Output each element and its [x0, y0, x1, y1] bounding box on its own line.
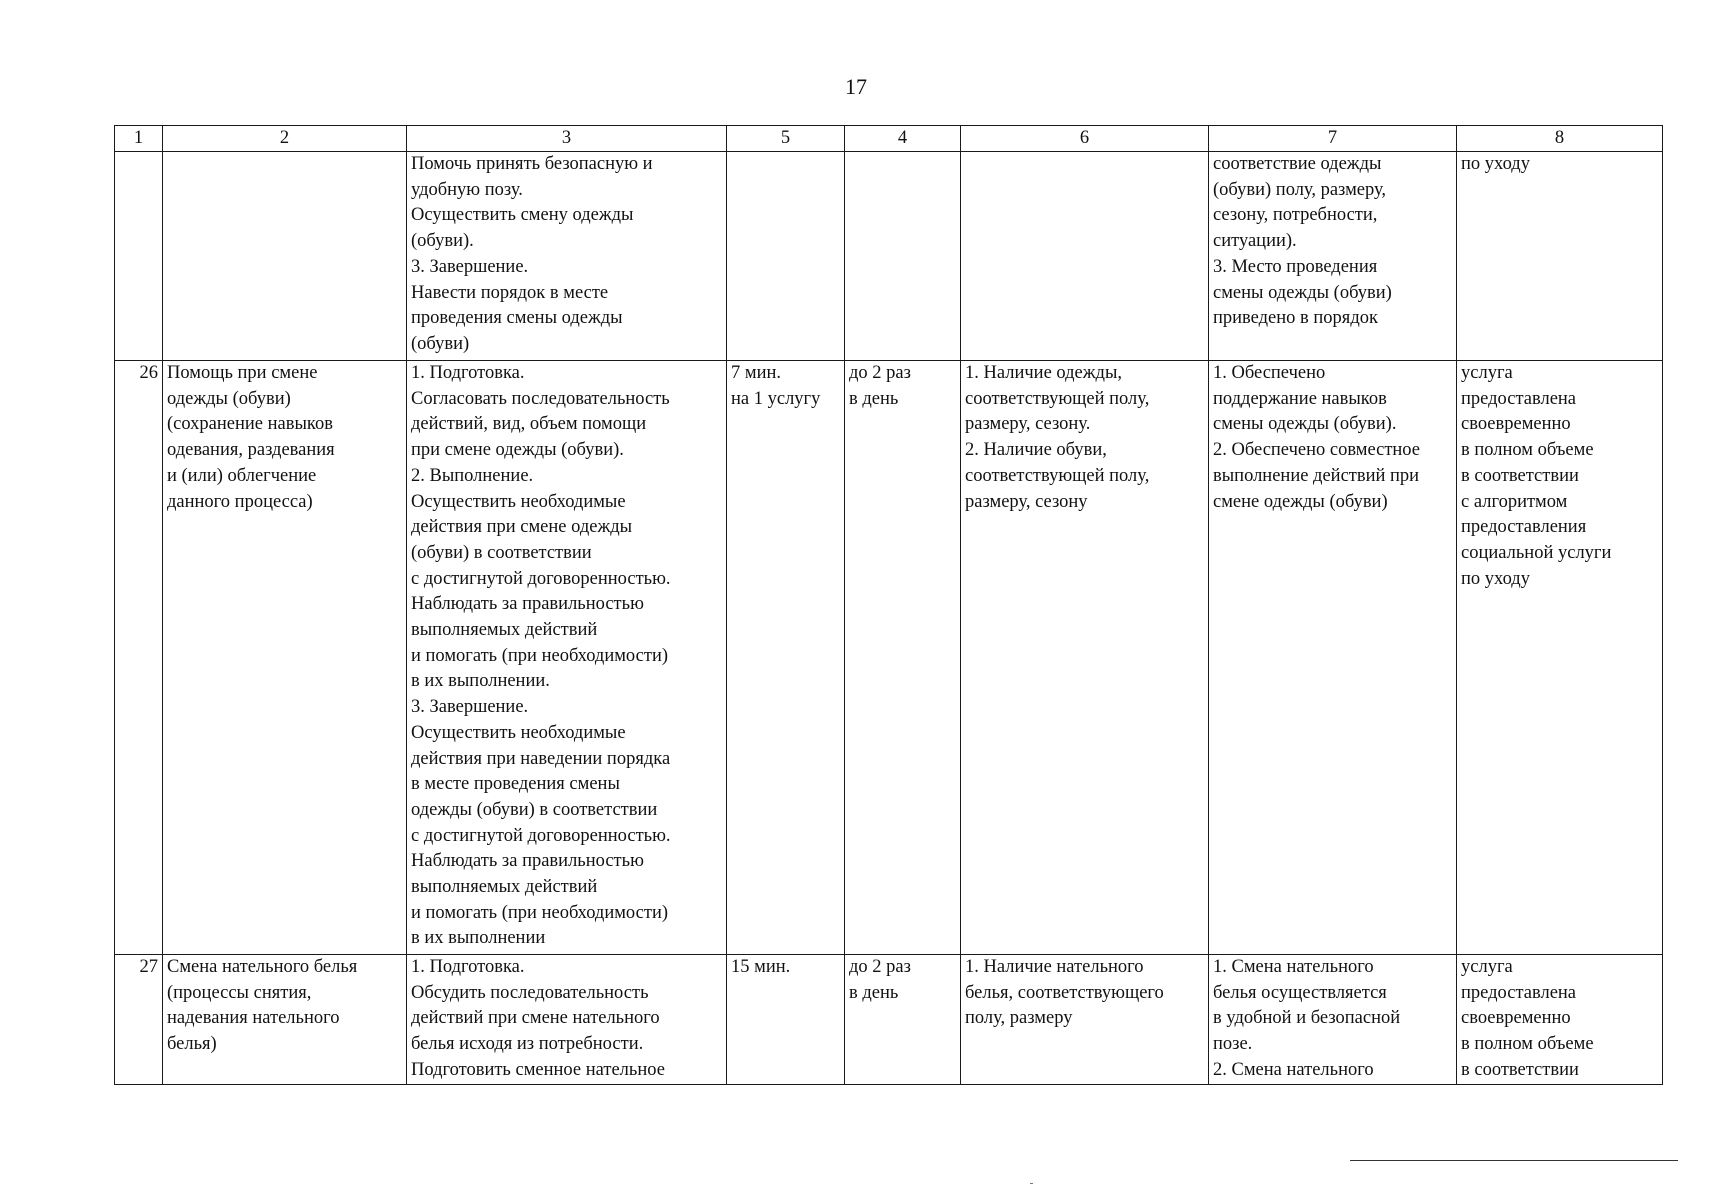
- cell-service-steps: [407, 955, 727, 1085]
- cell-text-line: 3. Завершение.: [411, 256, 529, 277]
- cell-conditions: [961, 152, 1209, 361]
- cell-text-line: и (или) облегчение: [167, 465, 317, 486]
- cell-row-number: [115, 152, 163, 361]
- cell-text-line: Осуществить необходимые: [411, 722, 626, 743]
- cell-text-line: действия при смене одежды: [411, 517, 633, 538]
- cell-results: [1209, 361, 1457, 955]
- cell-frequency: [845, 955, 961, 1085]
- cell-text-line: выполняемых действий: [411, 877, 598, 898]
- cell-text-line: выполнение действий при: [1213, 465, 1420, 486]
- cell-duration: [727, 361, 845, 955]
- scan-speck: [1030, 1183, 1033, 1184]
- cell-quality: [1457, 361, 1663, 955]
- cell-service-steps: [407, 152, 727, 361]
- cell-text-line: 2. Смена нательного: [1213, 1059, 1374, 1080]
- cell-text-line: в удобной и безопасной: [1213, 1008, 1401, 1029]
- cell-text-line: белья исходя из потребности.: [411, 1034, 644, 1055]
- cell-text-line: 2. Наличие обуви,: [965, 440, 1107, 461]
- cell-text-line: размеру, сезону.: [965, 414, 1091, 435]
- cell-text-line: смены одежды (обуви): [1213, 282, 1392, 303]
- cell-text-line: поддержание навыков: [1213, 388, 1387, 409]
- cell-text-line: предоставлена: [1461, 388, 1577, 409]
- cell-text-line: соответствующей полу,: [965, 388, 1150, 409]
- cell-duration: [727, 152, 845, 361]
- header-row: [115, 126, 1663, 152]
- cell-text-line: Подготовить сменное нательное: [411, 1059, 665, 1080]
- cell-text-line: белья осуществляется: [1213, 982, 1387, 1003]
- cell-text-line: действий при смене нательного: [411, 1008, 660, 1029]
- cell-text-line: одевания, раздевания: [167, 440, 335, 461]
- cell-text-line: позе.: [1213, 1034, 1253, 1055]
- table-row-continuation: [115, 152, 1663, 361]
- cell-text-line: с алгоритмом: [1461, 491, 1568, 512]
- cell-text-line: Осуществить необходимые: [411, 491, 626, 512]
- cell-text-line: данного процесса): [167, 491, 313, 512]
- cell-text-line: в месте проведения смены: [411, 774, 620, 795]
- cell-text-line: удобную позу.: [411, 179, 523, 200]
- cell-text-line: в день: [849, 982, 899, 1003]
- cell-text-line: приведено в порядок: [1213, 308, 1378, 329]
- cell-conditions: [961, 955, 1209, 1085]
- cell-text-line: 1. Подготовка.: [411, 363, 525, 383]
- cell-text-line: ситуации).: [1213, 231, 1297, 252]
- cell-text-line: социальной услуги: [1461, 542, 1612, 563]
- cell-text-line: (обуви) полу, размеру,: [1213, 179, 1387, 200]
- cell-text-line: своевременно: [1461, 414, 1571, 435]
- cell-text-line: Осуществить смену одежды: [411, 205, 634, 226]
- cell-text-line: 27: [139, 957, 158, 977]
- cell-text-line: (сохранение навыков: [167, 414, 333, 435]
- cell-text-line: 3. Место проведения: [1213, 256, 1378, 277]
- cell-conditions: [961, 361, 1209, 955]
- cell-text-line: 15 мин.: [731, 957, 791, 977]
- cell-text-line: и помогать (при необходимости): [411, 902, 669, 923]
- cell-text-line: 1. Наличие нательного: [965, 957, 1144, 977]
- cell-text-line: одежды (обуви): [167, 388, 291, 409]
- cell-text-line: (обуви): [411, 333, 470, 354]
- cell-text-line: размеру, сезону: [965, 491, 1088, 512]
- cell-text-line: одежды (обуви) в соответствии: [411, 799, 658, 820]
- cell-text-line: своевременно: [1461, 1008, 1571, 1029]
- cell-service-name: [163, 152, 407, 361]
- cell-text-line: действий, вид, объем помощи: [411, 414, 647, 435]
- cell-text-line: предоставления: [1461, 517, 1587, 538]
- cell-text-line: на 1 услугу: [731, 388, 821, 409]
- cell-text-line: с достигнутой договоренностью.: [411, 825, 671, 846]
- cell-text-line: в полном объеме: [1461, 440, 1594, 461]
- cell-service-name: [163, 955, 407, 1085]
- cell-text-line: 3. Завершение.: [411, 697, 529, 718]
- cell-text-line: белья): [167, 1034, 217, 1055]
- cell-text-line: полу, размеру: [965, 1008, 1073, 1029]
- cell-text-line: в их выполнении: [411, 928, 546, 949]
- cell-text-line: смены одежды (обуви).: [1213, 414, 1397, 435]
- cell-text-line: 1. Смена нательного: [1213, 957, 1374, 977]
- column-header: 6: [961, 126, 1209, 152]
- cell-text-line: выполняемых действий: [411, 620, 598, 641]
- cell-frequency: [845, 152, 961, 361]
- cell-text-line: 1. Обеспечено: [1213, 363, 1326, 383]
- cell-text-line: Помощь при смене: [167, 363, 318, 383]
- column-header: 5: [727, 126, 845, 152]
- cell-text-line: услуга: [1461, 957, 1513, 977]
- cell-text-line: Наблюдать за правильностью: [411, 594, 644, 615]
- cell-text-line: 1. Наличие одежды,: [965, 363, 1122, 383]
- table-row-27: [115, 955, 1663, 1085]
- cell-text-line: (обуви).: [411, 231, 474, 252]
- cell-text-line: при смене одежды (обуви).: [411, 440, 624, 461]
- cell-text-line: по уходу: [1461, 568, 1530, 589]
- cell-text-line: 1. Подготовка.: [411, 957, 525, 977]
- cell-text-line: Смена нательного белья: [167, 957, 358, 977]
- cell-text-line: Согласовать последовательность: [411, 388, 670, 409]
- cell-text-line: до 2 раз: [849, 363, 911, 383]
- cell-text-line: 2. Обеспечено совместное: [1213, 440, 1420, 461]
- cell-text-line: услуга: [1461, 363, 1513, 383]
- cell-results: [1209, 152, 1457, 361]
- cell-text-line: по уходу: [1461, 154, 1530, 174]
- cell-text-line: смене одежды (обуви): [1213, 491, 1388, 512]
- cell-duration: [727, 955, 845, 1085]
- cell-text-line: действия при наведении порядка: [411, 748, 671, 769]
- cell-text-line: 2. Выполнение.: [411, 465, 534, 486]
- cell-text-line: 26: [139, 363, 158, 383]
- cell-frequency: [845, 361, 961, 955]
- cell-text-line: в полном объеме: [1461, 1034, 1594, 1055]
- cell-text-line: в соответствии: [1461, 1059, 1579, 1080]
- services-table: [114, 125, 1663, 1085]
- cell-text-line: с достигнутой договоренностью.: [411, 568, 671, 589]
- column-header: 8: [1457, 126, 1663, 152]
- column-header: 2: [163, 126, 407, 152]
- cell-text-line: белья, соответствующего: [965, 982, 1164, 1003]
- cell-text-line: Помочь принять безопасную и: [411, 154, 653, 174]
- cell-text-line: и помогать (при необходимости): [411, 645, 669, 666]
- page-number: 17: [845, 74, 867, 99]
- cell-text-line: в соответствии: [1461, 465, 1579, 486]
- column-header: 1: [115, 126, 163, 152]
- cell-text-line: (обуви) в соответствии: [411, 542, 592, 563]
- cell-text-line: Навести порядок в месте: [411, 282, 609, 303]
- cell-service-steps: [407, 361, 727, 955]
- cell-text-line: соответствие одежды: [1213, 154, 1382, 174]
- column-header: 4: [845, 126, 961, 152]
- cell-text-line: проведения смены одежды: [411, 308, 623, 329]
- table-body: [115, 152, 1663, 1085]
- cell-text-line: соответствующей полу,: [965, 465, 1150, 486]
- cell-text-line: Наблюдать за правильностью: [411, 851, 644, 872]
- column-header: 7: [1209, 126, 1457, 152]
- table-row-26: [115, 361, 1663, 955]
- cell-text-line: Обсудить последовательность: [411, 982, 649, 1003]
- cell-results: [1209, 955, 1457, 1085]
- cell-text-line: надевания нательного: [167, 1008, 340, 1029]
- column-header: 3: [407, 126, 727, 152]
- cell-text-line: предоставлена: [1461, 982, 1577, 1003]
- cell-text-line: (процессы снятия,: [167, 982, 312, 1003]
- cell-row-number: [115, 955, 163, 1085]
- cell-text-line: в их выполнении.: [411, 671, 550, 692]
- cell-text-line: 7 мин.: [731, 363, 782, 383]
- cell-quality: [1457, 152, 1663, 361]
- cell-text-line: до 2 раз: [849, 957, 911, 977]
- cell-text-line: сезону, потребности,: [1213, 205, 1378, 226]
- cell-service-name: [163, 361, 407, 955]
- cell-quality: [1457, 955, 1663, 1085]
- cell-text-line: в день: [849, 388, 899, 409]
- cell-row-number: [115, 361, 163, 955]
- footer-rule: [1350, 1160, 1678, 1161]
